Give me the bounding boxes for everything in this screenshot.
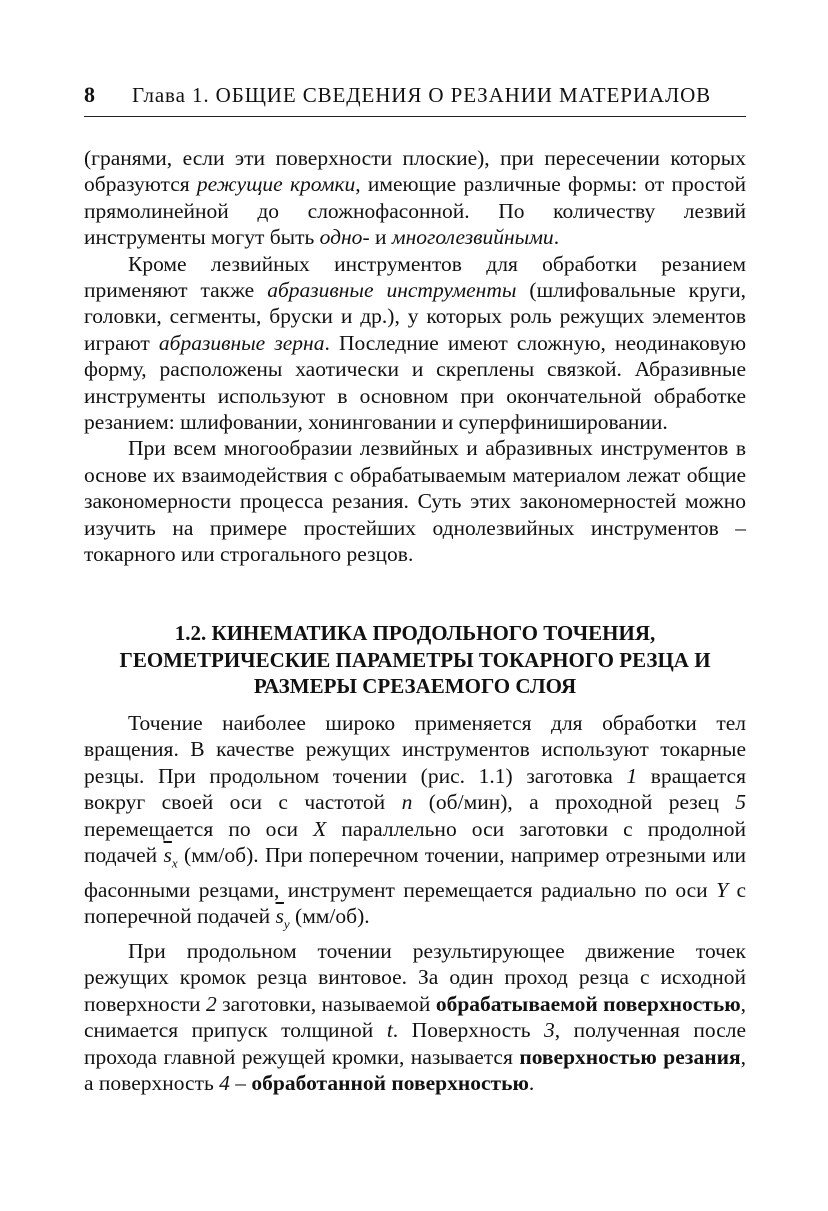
feed-symbol-s: $\overline{s}$: [163, 843, 172, 868]
text-run: (мм/об).: [289, 904, 370, 929]
feed-subscript-x: x: [171, 855, 178, 871]
italic-term: n: [401, 790, 413, 815]
text-run: . Поверхность: [392, 1018, 545, 1043]
text-run: (мм/об). При поперечном точении, например отрезными или фасонными резцами, инструмент перемещается радиально по оси: [84, 843, 746, 902]
text-run: (гранями, если эти поверхности плоские), при пересечении которых образуются: [84, 146, 746, 197]
italic-term: t: [386, 1018, 393, 1043]
text-run: .: [528, 1071, 535, 1096]
italic-term: 2: [205, 991, 217, 1016]
running-title: Глава 1. ОБЩИЕ СВЕДЕНИЯ О РЕЗАНИИ МАТЕРИАЛОВ: [132, 83, 712, 107]
feed-symbol-s: $\overline{s}$: [275, 904, 284, 929]
text-block-turning: [84, 710, 746, 938]
italic-term: 4: [219, 1071, 230, 1096]
italic-term: X: [313, 816, 327, 841]
paragraph-common-laws: При всем многообразии лезвийных и абразивных инструментов в основе их взаимодействия с обрабатываемым материалом лежат общие закономерности процесса резания. Суть этих закономерностей можно изучить на примере простейших однолезвийных инструментов – токарного или строгального резцов.: [84, 436, 746, 567]
text-run: - и: [362, 225, 392, 250]
bold-term: поверхностью резания: [519, 1044, 741, 1069]
text-run: –: [229, 1071, 252, 1096]
paragraph-cutting-edges: [84, 145, 746, 251]
section-heading-line: 1.2. КИНЕМАТИКА ПРОДОЛЬНОГО ТОЧЕНИЯ,: [174, 621, 656, 645]
italic-term: абразивные инструменты: [267, 278, 517, 303]
bold-term: обрабатываемой поверхностью: [435, 991, 741, 1016]
text-run: заготовки, называемой: [216, 991, 436, 1016]
text-run: перемещается по оси: [84, 816, 314, 841]
text-run: (об/мин), а проходной резец: [412, 790, 736, 815]
italic-term: многолезвийными: [391, 225, 554, 250]
section-heading: [84, 620, 746, 700]
text-run: Кроме лезвийных инструментов для обработки резанием применяют также: [84, 251, 746, 303]
text-run: (шлифовальные круги, головки, сегменты, бруски и др.), у которых роль режущих элементов играют: [84, 278, 746, 355]
text-run: с поперечной подачей: [84, 877, 747, 929]
text-run: Точение наиболее широко применяется для обработки тел вращения. В качестве режущих инструментов используют токарные резцы. При продольном точении (рис. 1.1) заготовка: [84, 711, 746, 788]
paragraph-longitudinal-turning: [84, 710, 746, 938]
paragraph-surfaces: [84, 938, 746, 1096]
italic-term: 5: [735, 790, 746, 815]
text-run: , снимается припуск толщиной: [84, 991, 747, 1043]
text-run: .: [553, 225, 560, 250]
feed-subscript-y: y: [283, 916, 290, 932]
italic-term: режущие кромки: [196, 172, 356, 197]
text-run: вращается вокруг своей оси с частотой: [84, 763, 746, 815]
italic-term: 3: [544, 1018, 555, 1043]
page-header: [84, 82, 746, 117]
text-run: , а поверхность: [84, 1044, 746, 1096]
italic-term: 1: [626, 763, 638, 788]
italic-term: одно: [319, 225, 363, 250]
section-heading-line: РАЗМЕРЫ СРЕЗАЕМОГО СЛОЯ: [253, 674, 577, 698]
page-number: 8: [84, 82, 95, 107]
text-run: , полученная после прохода главной режущей кромки, называется: [84, 1018, 747, 1069]
text-block-intro: [84, 145, 746, 568]
text-run: , имеющие различные формы: от простой прямолинейной до сложнофасонной. По количеству лезвий инструменты могут быть: [84, 172, 746, 250]
text-block-surfaces: [84, 938, 746, 1096]
text-run: параллельно оси заготовки с продолной подачей: [84, 816, 747, 868]
bold-term: обработанной поверхностью: [251, 1071, 529, 1096]
section-heading-line: ГЕОМЕТРИЧЕСКИЕ ПАРАМЕТРЫ ТОКАРНОГО РЕЗЦА И: [119, 647, 711, 672]
paragraph-abrasive-tools: [84, 251, 746, 436]
text-run: При продольном точении результирующее движение точек режущих кромок резца винтовое. За один проход резца с исходной поверхности: [84, 939, 746, 1016]
text-run: . Последние имеют сложную, неодинаковую форму, расположены хаотически и скреплены связкой. Абразивные инструменты используют в основном при окончательной обработке резанием: шлифовании, хонинговании и суперфинишировании.: [84, 330, 747, 435]
italic-term: Y: [716, 877, 729, 902]
italic-term: абразивные зерна: [158, 330, 325, 355]
